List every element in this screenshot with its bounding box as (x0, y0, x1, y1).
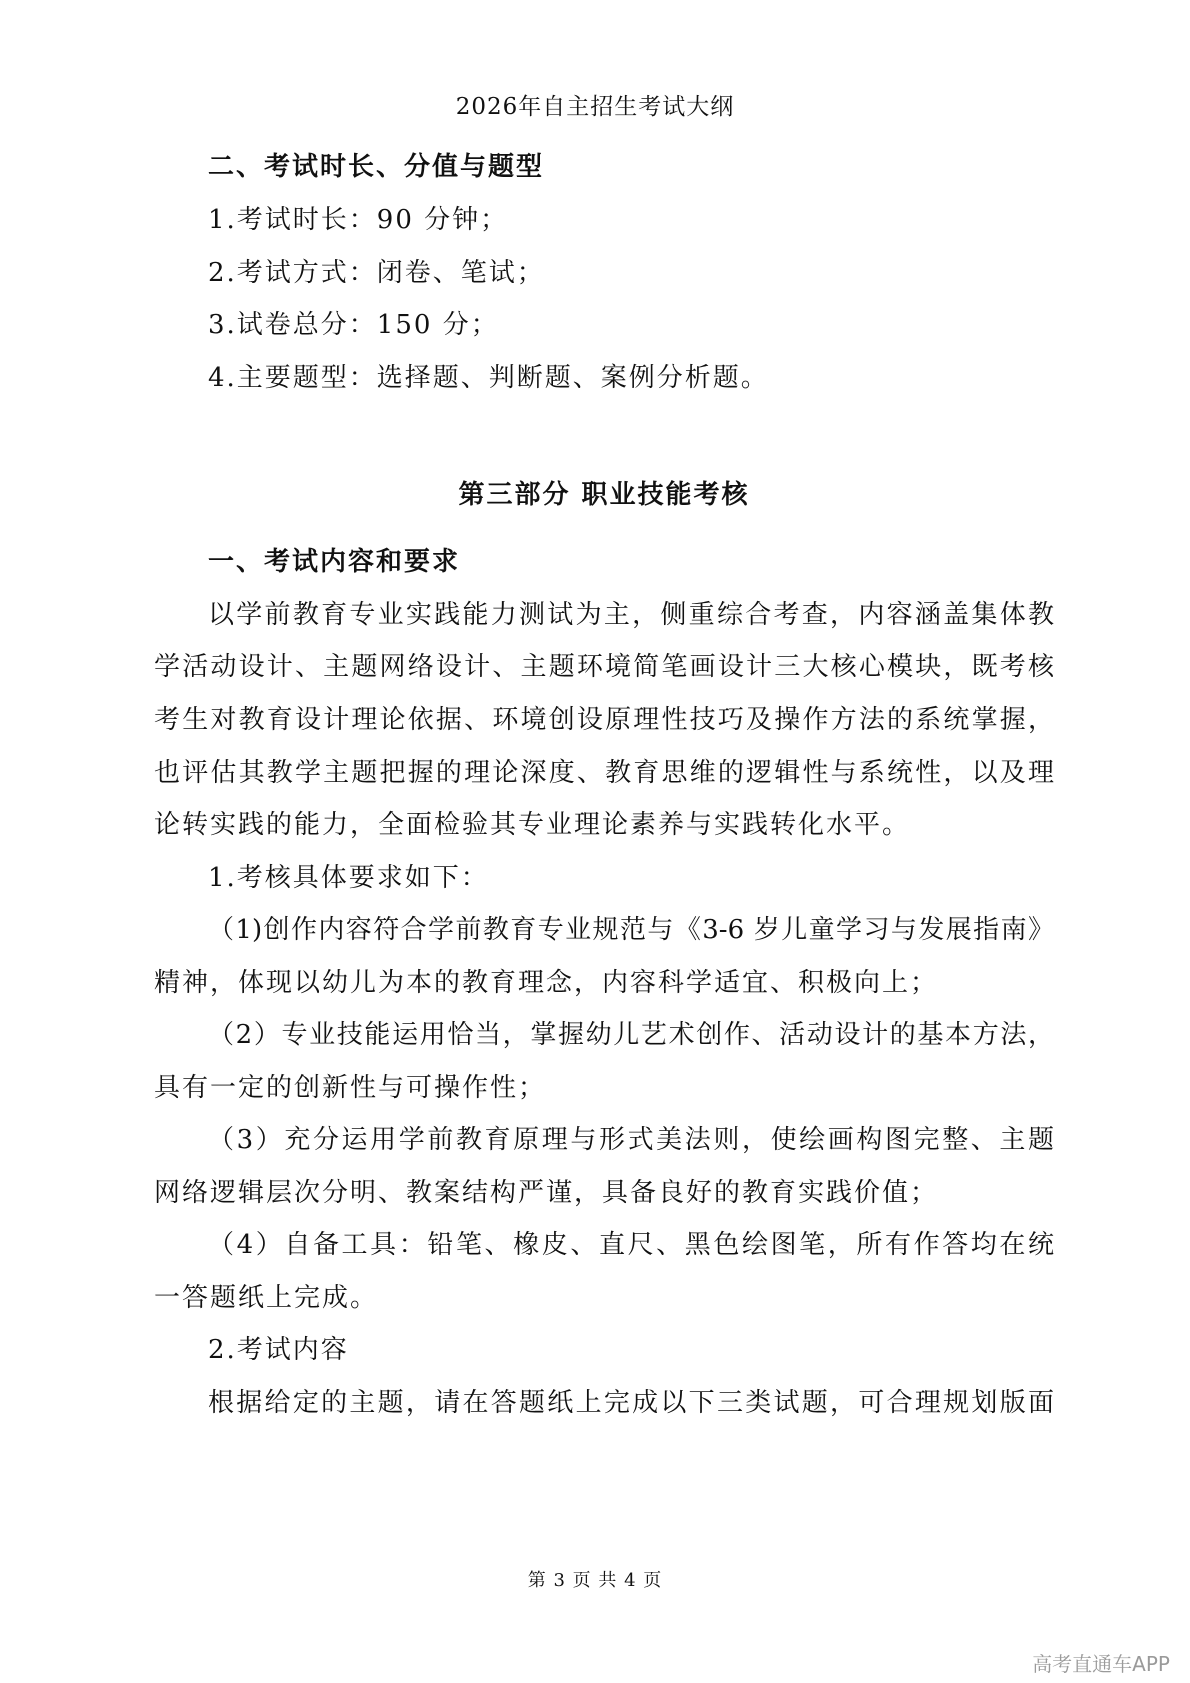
page-number: 第 3 页 共 4 页 (527, 1570, 663, 1591)
requirements-heading: 1.考核具体要求如下： (208, 863, 489, 893)
list-item-score: 3.试卷总分：150 分； (208, 310, 499, 340)
list-item-duration: 1.考试时长：90 分钟； (208, 205, 509, 235)
content-line: 根据给定的主题，请在答题纸上完成以下三类试题，可合理规划版面 (208, 1388, 1054, 1418)
page-header: 2026年自主招生考试大纲 (455, 94, 735, 120)
paragraph-line: 学活动设计、主题网络设计、主题环境简笔画设计三大核心模块，既考核 (154, 652, 1054, 682)
requirement-line: 网络逻辑层次分明、教案结构严谨，具备良好的教育实践价值； (154, 1178, 939, 1208)
list-item-question-types: 4.主要题型：选择题、判断题、案例分析题。 (208, 363, 769, 393)
list-item-method: 2.考试方式：闭卷、笔试； (208, 258, 545, 288)
content-heading: 2.考试内容 (208, 1335, 349, 1365)
watermark: 高考直通车APP (1032, 1652, 1170, 1676)
requirement-line: 精神，体现以幼儿为本的教育理念，内容科学适宜、积极向上； (154, 968, 939, 998)
paragraph-line: 论转实践的能力，全面检验其专业理论素养与实践转化水平。 (154, 810, 911, 840)
requirement-line: （1)创作内容符合学前教育专业规范与《3-6 岁儿童学习与发展指南》 (208, 915, 1054, 945)
requirement-line: 一答题纸上完成。 (154, 1283, 379, 1313)
requirement-line: （3）充分运用学前教育原理与形式美法则，使绘画构图完整、主题 (208, 1125, 1054, 1155)
requirement-line: 具有一定的创新性与可操作性； (154, 1073, 547, 1103)
section-heading-content: 一、考试内容和要求 (208, 547, 461, 577)
paragraph-line: 考生对教育设计理论依据、环境创设原理性技巧及操作方法的系统掌握， (154, 705, 1054, 735)
section-heading-duration: 二、考试时长、分值与题型 (208, 152, 545, 182)
requirement-line: （4）自备工具：铅笔、橡皮、直尺、黑色绘图笔，所有作答均在统 (208, 1230, 1054, 1260)
paragraph-line: 也评估其教学主题把握的理论深度、教育思维的逻辑性与系统性，以及理 (154, 758, 1054, 788)
part-title: 第三部分 职业技能考核 (458, 480, 750, 510)
paragraph-line: 以学前教育专业实践能力测试为主，侧重综合考查，内容涵盖集体教 (208, 600, 1054, 630)
requirement-line: （2）专业技能运用恰当，掌握幼儿艺术创作、活动设计的基本方法， (208, 1020, 1054, 1050)
